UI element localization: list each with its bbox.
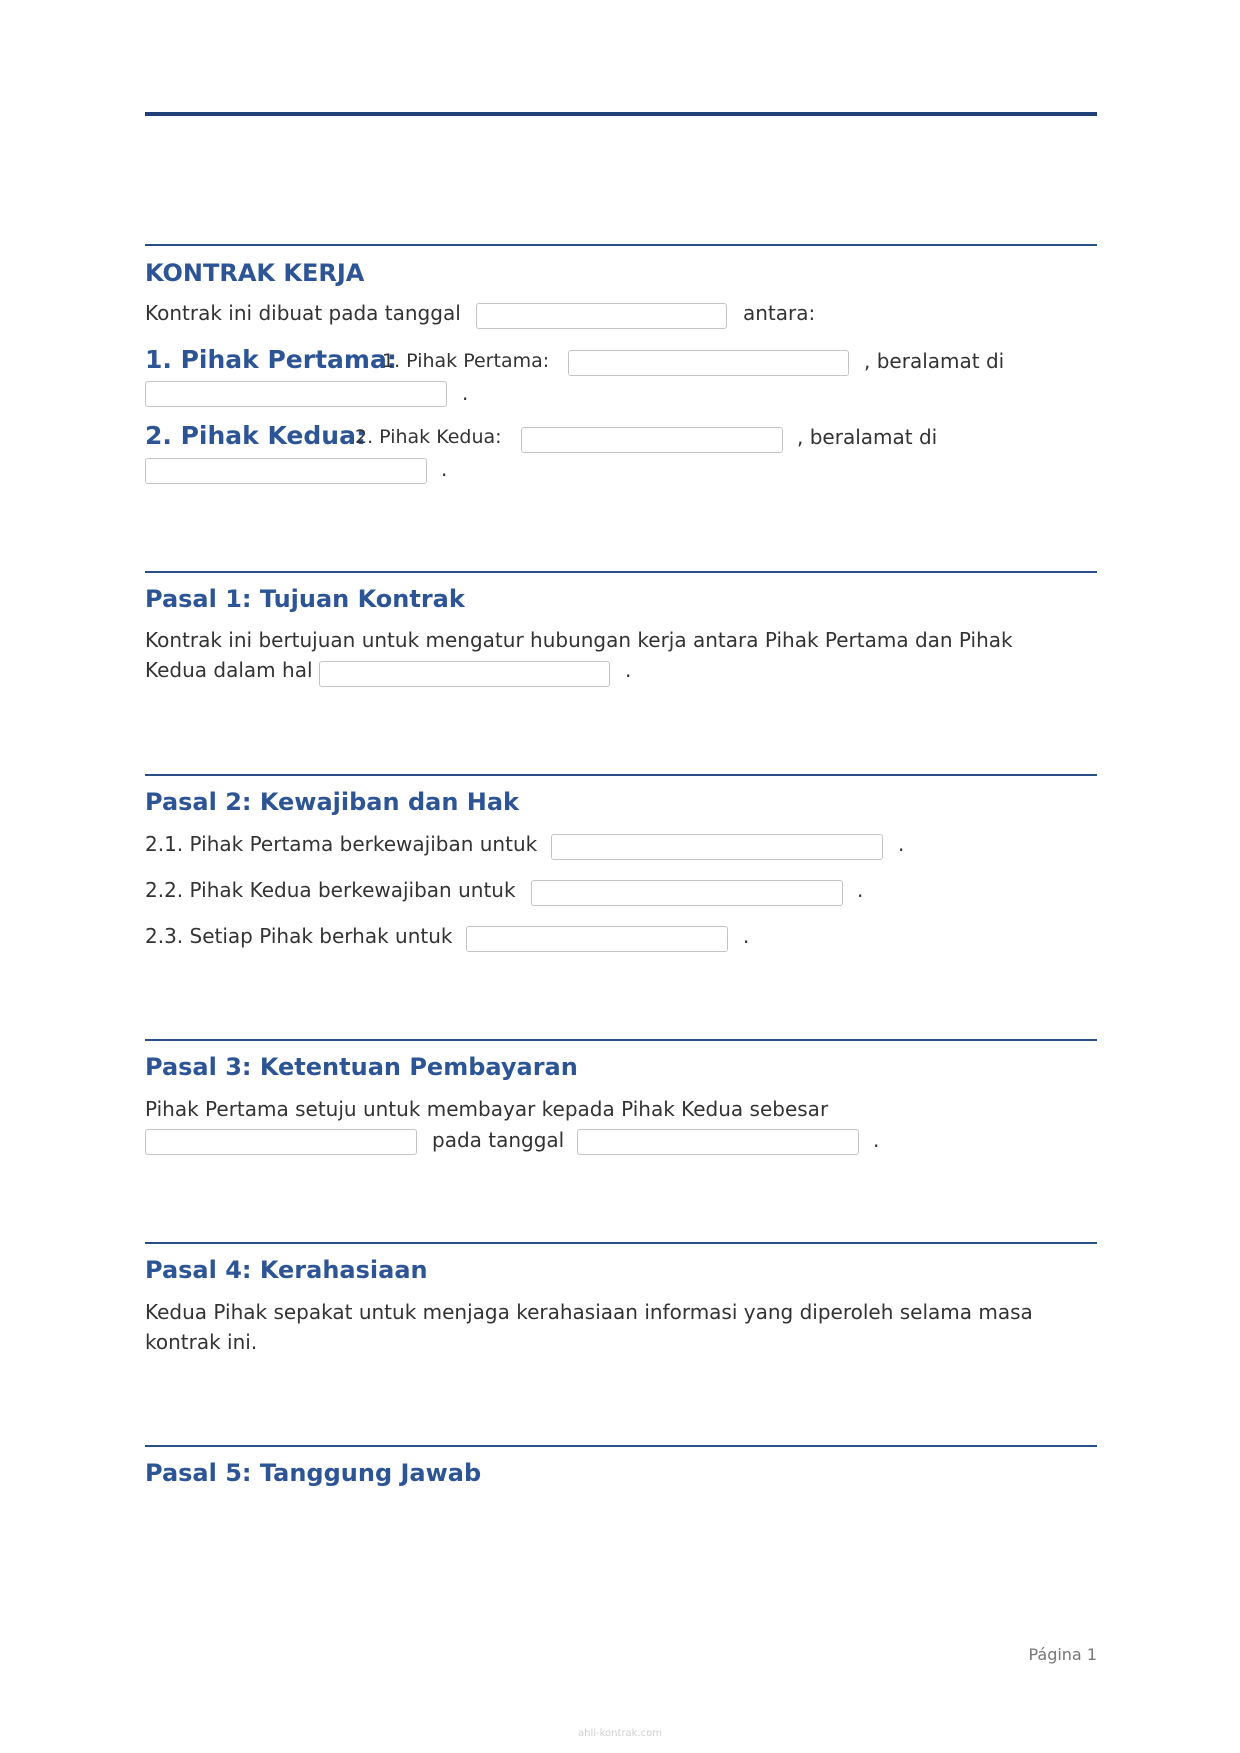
top-rule [145, 112, 1097, 116]
pasal2-heading: Pasal 2: Kewajiban dan Hak [145, 788, 520, 816]
party2-heading: 2. Pihak Kedua: [145, 421, 366, 450]
party1-label: 1. Pihak Pertama: [382, 350, 550, 372]
pasal1-line1: Kontrak ini bertujuan untuk mengatur hubungan kerja antara Pihak Pertama dan Pihak [145, 628, 1013, 652]
pasal3-end: . [873, 1128, 880, 1152]
section-divider [145, 1039, 1097, 1041]
second-party-obligation-input[interactable] [531, 880, 843, 906]
party2-address-input[interactable] [145, 458, 427, 484]
section-divider [145, 244, 1097, 246]
intro-text: Kontrak ini dibuat pada tanggal [145, 301, 461, 325]
pasal2-item-3-end: . [743, 924, 750, 948]
pasal1-heading: Pasal 1: Tujuan Kontrak [145, 585, 465, 613]
pasal4-line1: Kedua Pihak sepakat untuk menjaga kerahasiaan informasi yang diperoleh selama masa [145, 1300, 1033, 1324]
document-title: KONTRAK KERJA [145, 259, 365, 287]
pasal2-item-1: 2.1. Pihak Pertama berkewajiban untuk [145, 832, 538, 856]
pasal2-item-2: 2.2. Pihak Kedua berkewajiban untuk [145, 878, 516, 902]
pasal3-mid: pada tanggal [432, 1128, 565, 1152]
party1-heading: 1. Pihak Pertama: [145, 345, 397, 374]
pasal2-item-3: 2.3. Setiap Pihak berhak untuk [145, 924, 453, 948]
pasal1-end: . [625, 658, 632, 682]
payment-amount-input[interactable] [145, 1129, 417, 1155]
section-divider [145, 774, 1097, 776]
pasal2-item-2-end: . [857, 878, 864, 902]
party2-label: 2. Pihak Kedua: [355, 426, 502, 448]
section-divider [145, 571, 1097, 573]
party1-address-label: , beralamat di [864, 349, 1005, 373]
page-number: Página 1 [1028, 1645, 1097, 1664]
party-rights-input[interactable] [466, 926, 728, 952]
party1-name-input[interactable] [568, 350, 849, 376]
pasal4-line2: kontrak ini. [145, 1330, 258, 1354]
pasal2-item-1-end: . [898, 832, 905, 856]
party2-name-input[interactable] [521, 427, 783, 453]
pasal3-line1: Pihak Pertama setuju untuk membayar kepada Pihak Kedua sebesar [145, 1097, 829, 1121]
party1-end: . [462, 381, 469, 405]
intro-suffix: antara: [743, 301, 816, 325]
pasal3-heading: Pasal 3: Ketentuan Pembayaran [145, 1053, 578, 1081]
pasal1-line2: Kedua dalam hal [145, 658, 313, 682]
pasal4-heading: Pasal 4: Kerahasiaan [145, 1256, 428, 1284]
watermark: ahli-kontrak.com [577, 1728, 662, 1739]
party1-address-input[interactable] [145, 381, 447, 407]
party2-address-label: , beralamat di [797, 425, 938, 449]
first-party-obligation-input[interactable] [551, 834, 883, 860]
payment-date-input[interactable] [577, 1129, 859, 1155]
section-divider [145, 1242, 1097, 1244]
contract-date-input[interactable] [476, 303, 727, 329]
party2-end: . [441, 457, 448, 481]
pasal5-heading: Pasal 5: Tanggung Jawab [145, 1459, 482, 1487]
section-divider [145, 1445, 1097, 1447]
pasal1-purpose-input[interactable] [319, 661, 610, 687]
